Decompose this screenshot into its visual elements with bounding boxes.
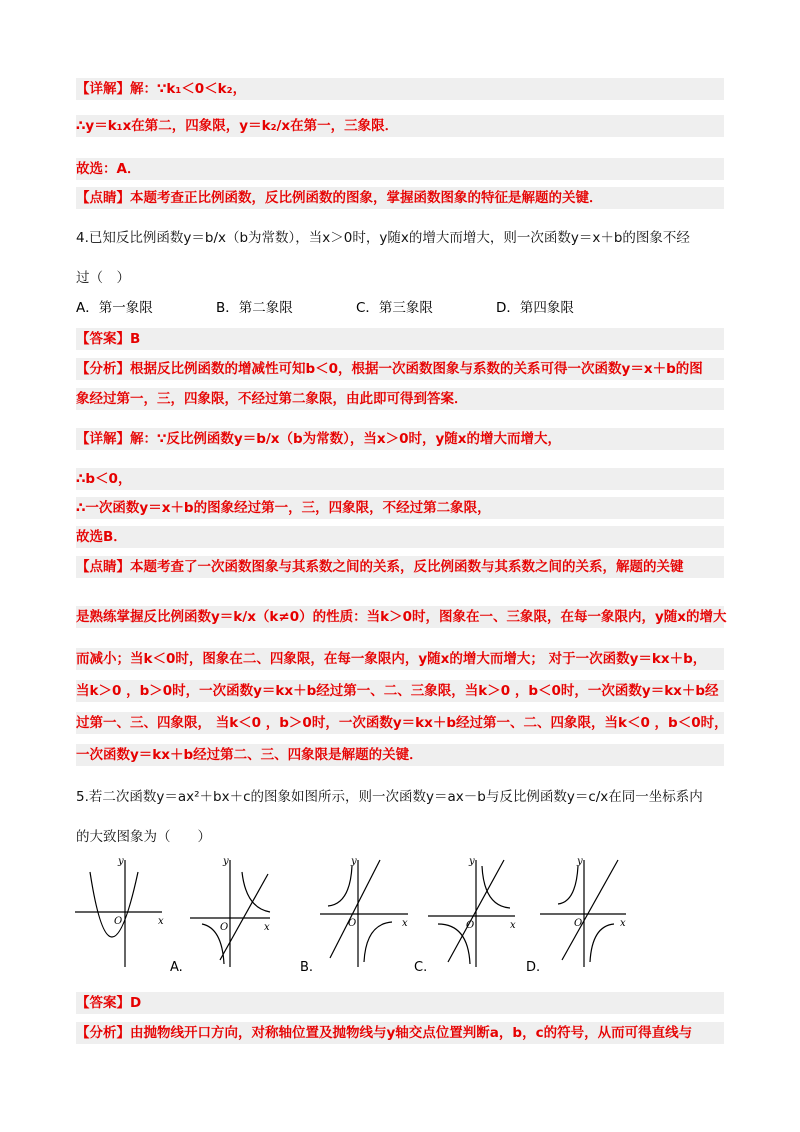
parabola-curve — [90, 872, 138, 937]
axis-label-y: y — [469, 856, 475, 867]
graph-label-d: D. — [526, 960, 541, 975]
function-graphs — [70, 852, 730, 976]
question-5-stem-cont: 的大致图象为（ ） — [76, 829, 211, 845]
axis-label-y: y — [577, 856, 583, 867]
text-line: ∴b＜0， — [76, 468, 724, 490]
question-4-stem-cont: 过（ ） — [76, 270, 130, 286]
hyperbola-curve — [364, 922, 392, 962]
text-line: ∴一次函数y＝x＋b的图象经过第一，三，四象限，不经过第二象限， — [76, 497, 724, 519]
text-line: ∴y＝k₁x在第二，四象限，y＝k₂/x在第一，三象限． — [76, 115, 724, 137]
axis-label-y: y — [351, 856, 357, 867]
text-line: 【点睛】本题考查正比例函数，反比例函数的图象，掌握函数图象的特征是解题的关键． — [76, 187, 724, 209]
text-line: 而减小；当k＜0时，图象在二、四象限，在每一象限内，y随x的增大而增大； 对于一次函数y＝kx＋b， — [76, 648, 724, 670]
question-5-stem: 5.若二次函数y＝ax²＋bx＋c的图象如图所示，则一次函数y＝ax－b与反比例函数y＝c/x在同一坐标系内 — [76, 789, 703, 805]
text-line: 过第一、三、四象限， 当k＜0 ，b＞0时，一次函数y＝kx＋b经过第一、二、四象限，当k＜0 ，b＜0时， — [76, 712, 724, 734]
line-graph — [562, 860, 618, 960]
hyperbola-curve — [328, 866, 352, 906]
text-line: 【点睛】本题考查了一次函数图象与其系数之间的关系，反比例函数与其系数之间的关系，解题的关键 — [76, 556, 724, 578]
line-graph — [220, 874, 268, 960]
origin-label: O — [466, 920, 475, 931]
graph-label-c: C. — [414, 960, 428, 975]
text-line: 【详解】解：∵反比例函数y＝b/x（b为常数），当x＞0时，y随x的增大而增大， — [76, 428, 724, 450]
text-line: 当k＞0 ，b＞0时，一次函数y＝kx＋b经过第一、二、三象限，当k＞0 ，b＜0时，一次函数y＝kx＋b经 — [76, 680, 724, 702]
text-line: 故选：A． — [76, 158, 724, 180]
text-line: 是熟练掌握反比例函数y＝k/x（k≠0）的性质：当k＞0时，图象在一、三象限，在每一象限内，y随x的增大 — [76, 606, 724, 628]
line-graph — [330, 860, 380, 958]
option-d: D．第四象限 — [496, 300, 574, 316]
text-line: 一次函数y＝kx＋b经过第二、三、四象限是解题的关键． — [76, 744, 724, 766]
text-line: 【详解】解：∵k₁＜0＜k₂， — [76, 78, 724, 100]
axis-label-y: y — [223, 856, 229, 867]
hyperbola-curve — [482, 866, 510, 908]
option-a: A．第一象限 — [76, 300, 153, 316]
text-line: 【分析】由抛物线开口方向，对称轴位置及抛物线与y轴交点位置判断a，b，c的符号，从而可得直线与 — [76, 1022, 724, 1044]
option-c: C．第三象限 — [356, 300, 433, 316]
axis-label-x: x — [158, 916, 164, 927]
hyperbola-curve — [590, 924, 614, 962]
axis-label-x: x — [620, 918, 626, 929]
option-b: B．第二象限 — [216, 300, 293, 316]
text-line: 象经过第一，三，四象限，不经过第二象限，由此即可得到答案． — [76, 388, 724, 410]
origin-label: O — [114, 916, 123, 927]
origin-label: O — [220, 922, 229, 933]
text-line: 【分析】根据反比例函数的增减性可知b＜0，根据一次函数图象与系数的关系可得一次函数y＝x＋b的图 — [76, 358, 724, 380]
answer-label: 【答案】B — [76, 328, 724, 350]
axis-label-x: x — [510, 920, 516, 931]
graph-label-b: B. — [300, 960, 314, 975]
question-4-stem: 4.已知反比例函数y＝b/x（b为常数），当x＞0时，y随x的增大而增大，则一次函数y＝x＋b的图象不经 — [76, 230, 690, 246]
graph-label-a: A. — [170, 960, 183, 975]
hyperbola-curve — [558, 866, 578, 904]
answer-label: 【答案】D — [76, 992, 724, 1014]
graphs-svg — [70, 852, 730, 976]
origin-label: O — [574, 918, 583, 929]
axis-label-y: y — [118, 856, 124, 867]
text-line: 故选B． — [76, 526, 724, 548]
axis-label-x: x — [264, 922, 270, 933]
origin-label: O — [348, 918, 357, 929]
axis-label-x: x — [402, 918, 408, 929]
